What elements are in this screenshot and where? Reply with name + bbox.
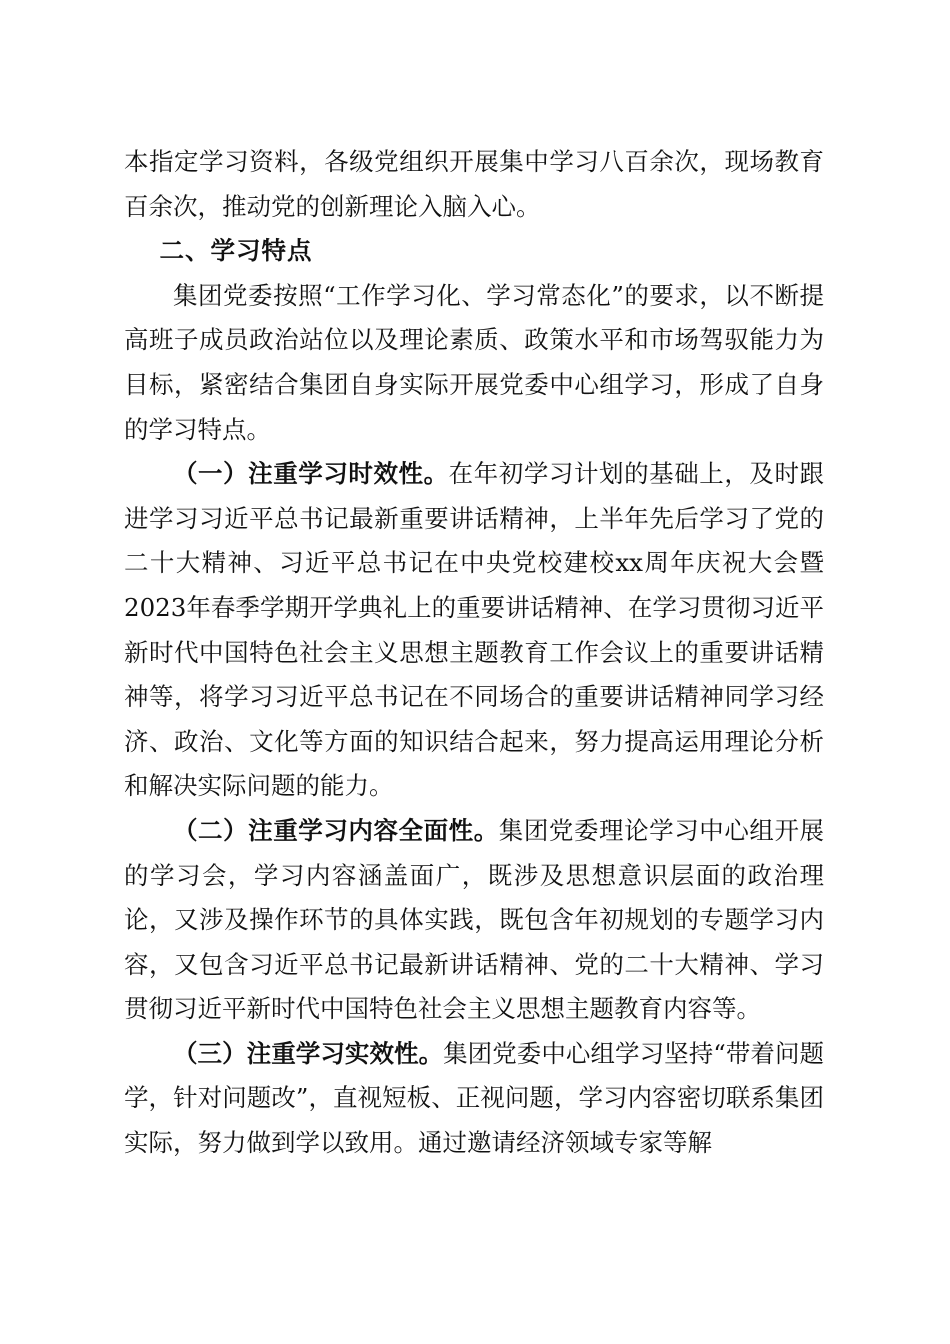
item-lead-1: （一）注重学习时效性。 <box>173 459 449 489</box>
item-lead-2: （二）注重学习内容全面性。 <box>173 815 499 845</box>
document-body <box>124 140 824 1166</box>
item-paragraph-3 <box>124 1032 824 1166</box>
section-heading: 二、学习特点 <box>159 236 313 266</box>
item-body-2: 集团党委理论学习中心组开展的学习会，学习内容涵盖面广，既涉及思想意识层面的政治理论，又涉及操作环节的具体实践，既包含年初规划的专题学习内容，又包含习近平总书记最新讲话精神、党的二十大精神、学习贯彻习近平新时代中国特色社会主义思想主题教育内容等。 <box>124 815 824 1024</box>
item-body-3: 集团党委中心组学习坚持“带着问题学，针对问题改”，直视短板、正视问题，学习内容密切联系集团实际，努力做到学以致用。通过邀请经济领域专家等解 <box>124 1038 824 1158</box>
item-body-1: 在年初学习计划的基础上，及时跟进学习习近平总书记最新重要讲话精神，上半年先后学习了党的二十大精神、习近平总书记在中央党校建校xx周年庆祝大会暨2023年春季学期开学典礼上的重要讲话精神、在学习贯彻习近平新时代中国特色社会主义思想主题教育工作会议上的重要讲话精神等，将学习习近平总书记在不同场合的重要讲话精神同学习经济、政治、文化等方面的知识结合起来，努力提高运用理论分析和解决实际问题的能力。 <box>124 459 825 801</box>
continuation-paragraph: 本指定学习资料，各级党组织开展集中学习八百余次，现场教育百余次，推动党的创新理论入脑入心。 <box>124 147 824 221</box>
item-lead-3: （三）注重学习实效性。 <box>173 1038 444 1068</box>
item-paragraph-1 <box>124 452 824 809</box>
item-paragraph-2 <box>124 809 824 1032</box>
intro-paragraph: 集团党委按照“工作学习化、学习常态化”的要求，以不断提高班子成员政治站位以及理论素质、政策水平和市场驾驭能力为目标，紧密结合集团自身实际开展党委中心组学习，形成了自身的学习特点。 <box>124 280 824 444</box>
